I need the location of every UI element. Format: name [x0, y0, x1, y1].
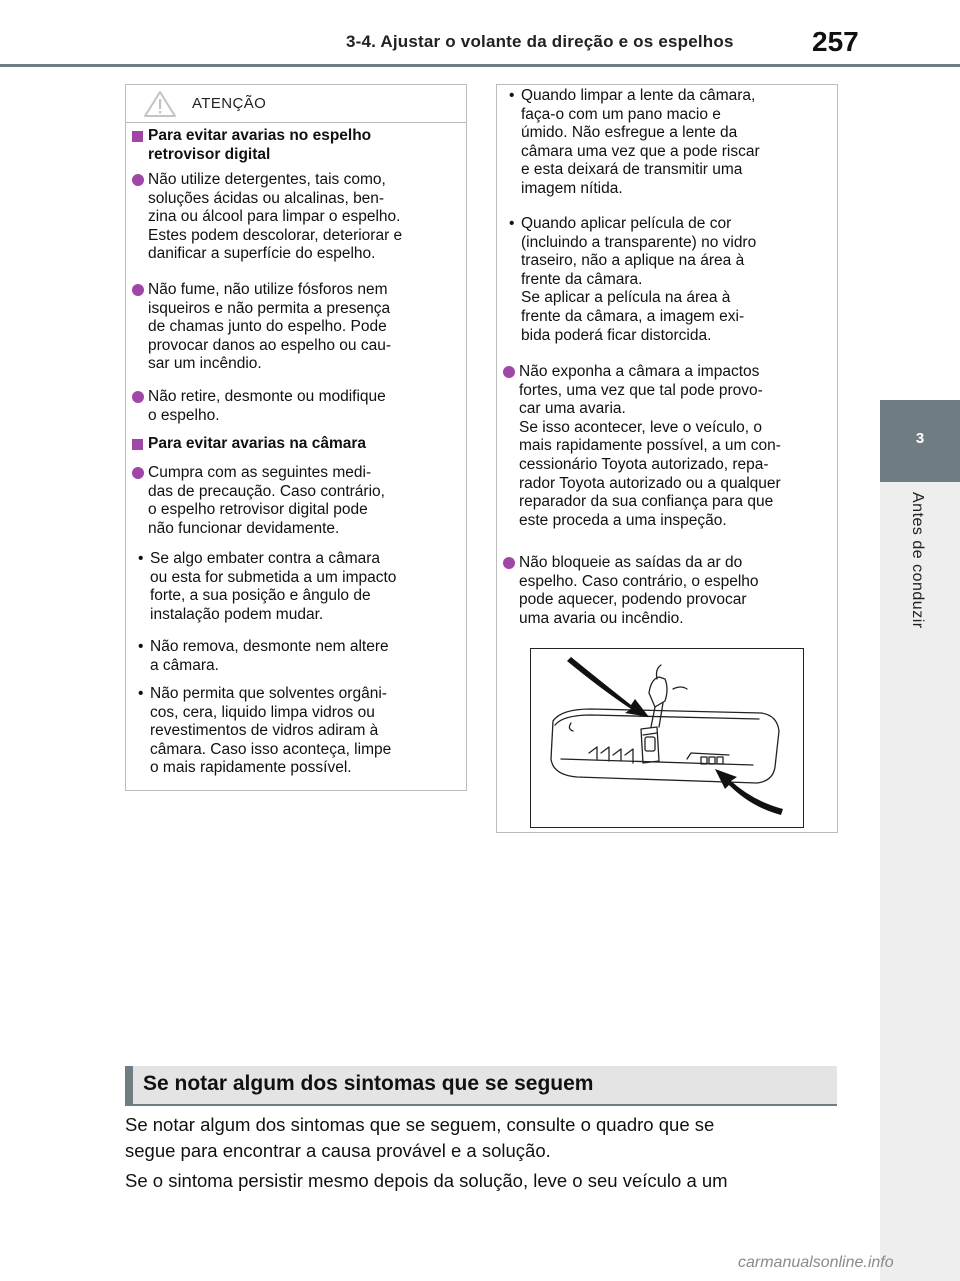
rear-view-mirror-icon — [531, 649, 802, 826]
warning-box-right: • Quando limpar a lente da câmara, faça-o com um pano macio e úmido. Não esfregue a lente da câmara uma vez que a pode riscar e esta deixará de transmitir uma imagem nítida. • Quando aplicar película de cor (incluindo a transparente) no vidro traseiro, não a aplique na área à frente da câmara. Se aplicar a película na área à frente da câmara, a imagem exi- bida poderá ficar distorcida. Não exponha a câmara a impactos fortes, uma vez que tal pode provo- car uma avaria. Se isso acontecer, leve o veículo, o mais rapidamente possível, a um con- cessionário Toyota autorizado, repa- rador Toyota autorizado ou a qualquer reparador da sua confiança para que este proceda a uma inspeção. Não bloqueie as saídas da ar do espelho. Caso contrário, o espelho pode aquecer, podendo provocar uma avaria ou incêndio. — [496, 84, 838, 833]
round-bullet-icon — [132, 284, 144, 296]
round-bullet-icon — [132, 467, 144, 479]
section-header — [125, 1066, 837, 1106]
round-bullet-icon — [503, 557, 515, 569]
round-bullet-icon — [503, 366, 515, 378]
warning-box-left: ATENÇÃO Para evitar avarias no espelho retrovisor digital Não utilize detergentes, tais como, soluções ácidas ou alcalinas, ben- zina ou álcool para limpar o espelho. Estes podem descolorar, deteriorar e danificar a superfície do espelho. Não fume, não utilize fósforos nem isqueiros e não permita a presença de chamas junto do espelho. Pode provocar danos ao espelho ou cau- sar um incêndio. Não retire, desmonte ou modifique o espelho. Para evitar avarias na câmara Cumpra com as seguintes medi- das de precaução. Caso contrário, o espelho retrovisor digital pode não funcionar devidamente. • Se algo embater contra a câmara ou esta for submetida a um impacto forte, a sua posição e ângulo de instalação podem mudar. • Não remova, desmonte nem altere a câmara. • Não permita que solventes orgâni- cos, cera, liquido limpa vidros ou revestimentos de vidros adiram à câmara. Caso isso aconteça, limpe o mais rapidamente possível. — [125, 84, 467, 791]
warning-label: ATENÇÃO — [192, 95, 267, 112]
header-rule — [0, 64, 960, 67]
section-title: Se notar algum dos sintomas que se seguem — [143, 1072, 594, 1095]
chapter-tab — [880, 400, 960, 482]
chapter-tab-label: Antes de conduzir — [909, 492, 926, 629]
body-paragraph: Se notar algum dos sintomas que se seguem, consulte o quadro que se segue para encontrar a causa provável e a solução. — [125, 1114, 715, 1161]
page-number: 257 — [812, 26, 859, 57]
round-bullet-icon — [132, 174, 144, 186]
warning-header — [126, 85, 466, 123]
chapter-tab-number: 3 — [915, 430, 925, 447]
body-paragraph: Se o sintoma persistir mesmo depois da solução, leve o seu veículo a um — [125, 1170, 728, 1191]
section-header-bar — [125, 1066, 133, 1106]
round-bullet-icon — [132, 391, 144, 403]
square-bullet-icon — [132, 439, 143, 450]
mirror-illustration — [530, 648, 804, 828]
watermark: carmanualsonline.info — [738, 1254, 894, 1271]
square-bullet-icon — [132, 131, 143, 142]
warning-triangle-icon — [142, 89, 178, 119]
chapter-title: 3-4. Ajustar o volante da direção e os espelhos — [346, 32, 734, 51]
